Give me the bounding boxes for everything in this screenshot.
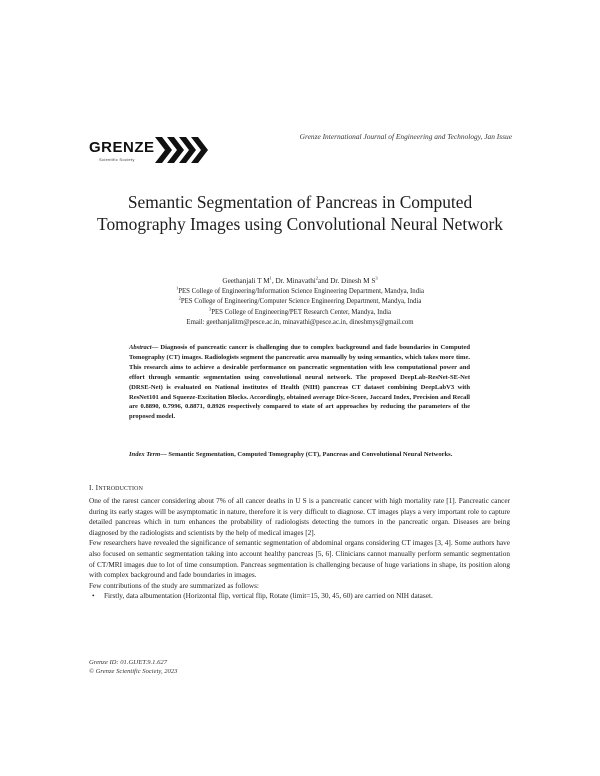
body-text — [89, 496, 510, 602]
page-footer — [89, 658, 177, 677]
abstract-text: — Diagnosis of pancreatic cancer is challenging due to complex background and fade boundaries in Computed Tomography (CT) images. Radiologists segment the pancreatic area manually by using semantics, which takes more time. This research aims to achieve a desirable performance on pancreatic segmentation with less computational power and effort through semantic segmentation using convolutional neural network. The proposed DeepLab-ResNet-SE-Net (DRSE-Net) is evaluated on National institutes of Health (NIH) pancreas CT dataset combining DeepLabV3 with ResNet101 and Squeeze-Excitation Blocks. Accordingly, obtained average Dice-Score, Jaccard Index, Precision and Recall are 0.8890, 0.7996, 0.8871, 0.8926 respectively compared to state of art approaches by reducing the parameters of the proposed model. — [129, 344, 470, 421]
index-terms — [129, 450, 470, 460]
section-heading-introduction — [89, 483, 143, 492]
affiliation-2-sup: 2 — [178, 295, 181, 301]
affiliation-3 — [90, 308, 510, 319]
abstract-label: Abstract — [129, 344, 152, 351]
author-line — [90, 276, 510, 287]
author-sep-2: and Dr. Dinesh M S — [318, 277, 376, 285]
abstract — [129, 343, 470, 422]
author-emails: Email: geethanjalitm@pesce.ac.in, minavathi@pesce.ac.in, dineshmys@gmail.com — [186, 319, 414, 326]
body-paragraph-1: One of the rarest cancer considering about 7% of all cancer deaths in U S is a pancreatic cancer with high mortality rate [1]. Pancreatic cancer during its early stages will be asymptomatic in nature, therefore it is very difficult to diagnose. CT images plays a very important role to capture detailed pancreas which in turn enhances the probability of radiologists detecting the tumors in the pancreatic organ. Diseases are being diagnosed by the radiologists and scientists by the help of medical images [2]. — [89, 497, 510, 537]
author-3-sup: 3 — [375, 275, 378, 281]
bullet-icon: • — [92, 592, 95, 601]
grenze-id: Grenze ID: 01.GIJET.9.1.627 — [89, 659, 168, 666]
affiliation-3-text: PES College of Engineering/PET Research Center, Mandya, India — [211, 308, 392, 316]
affiliation-3-sup: 3 — [208, 306, 212, 312]
index-terms-label: Index Term — [129, 451, 161, 458]
logo-subtitle: Scientific Society — [99, 157, 135, 162]
affiliation-1 — [90, 287, 510, 298]
section-number: I. I — [89, 483, 99, 492]
paper-title: Semantic Segmentation of Pancreas in Computed Tomography Images using Convolutional Neural Network — [97, 192, 503, 234]
affiliation-2 — [90, 297, 510, 308]
affiliation-2-text: PES College of Engineering/Computer Science Engineering Department, Mandya, India — [180, 298, 422, 305]
logo-wordmark: GRENZE — [89, 139, 155, 156]
author-1-sup: 1 — [269, 275, 272, 281]
list-item-text: Firstly, data albumentation (Horizontal flip, vertical flip, Rotate (limit=15, 30, 45, 60) are carried on NIH dataset. — [104, 592, 433, 601]
author-1: Geethanjali T M — [222, 277, 270, 285]
grenze-logo — [89, 133, 209, 167]
author-sep-1: , Dr. Minavathi — [271, 277, 316, 285]
affiliation-1-sup: 1 — [176, 285, 179, 291]
body-paragraph-2: Few researchers have revealed the significance of semantic segmentation of abdominal organs considering CT images [3, 4]. Some authors have also focused on semantic segmentation taking into account healthy pancreas [5, 6]. Clinicians cannot manually perform semantic segmentation of CT/MRI images due to lot of time consumption. Pancreas segmentation is challenging because of huge variations in shape, its position along with complex background and fade boundaries in images. — [89, 539, 510, 580]
index-terms-text: — Semantic Segmentation, Computed Tomography (CT), Pancreas and Convolutional Neural Networks. — [160, 451, 453, 458]
journal-header: Grenze International Journal of Engineering and Technology, Jan Issue — [299, 132, 512, 141]
list-item — [92, 591, 510, 602]
chevron-arrows-icon — [155, 133, 211, 167]
affiliation-1-text: PES College of Engineering/Information Science Engineering Department, Mandya, India — [178, 287, 424, 295]
contribution-list — [89, 591, 510, 602]
copyright: © Grenze Scientific Society, 2023 — [89, 668, 178, 676]
body-paragraph-3: Few contributions of the study are summarized as follows: — [89, 581, 259, 590]
author-block — [90, 276, 510, 329]
section-name: NTRODUCTION — [98, 486, 144, 492]
author-2-sup: 2 — [315, 275, 319, 281]
